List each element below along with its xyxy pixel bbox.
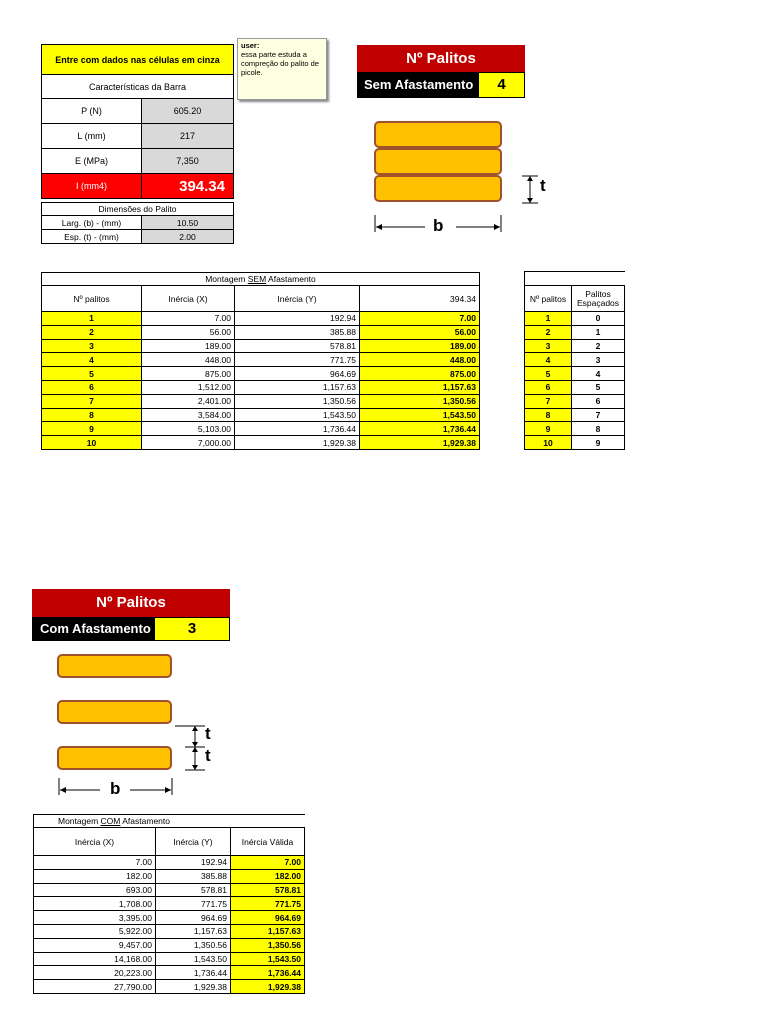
com-cell-x: 693.00 [34, 883, 156, 897]
sem-cell-min: 875.00 [360, 367, 480, 381]
sem-count-text: 4 [497, 76, 506, 93]
sem-cell-min: 1,350.56 [360, 394, 480, 408]
com-cell-valid: 182.00 [231, 869, 305, 883]
com-cell-x: 14,168.00 [34, 952, 156, 966]
sem-cell-y: 1,157.63 [235, 380, 360, 394]
com-cell-x: 1,708.00 [34, 897, 156, 911]
sem-cell-x: 7.00 [142, 312, 235, 326]
instruction-cell: Entre com dados nas células em cinza [42, 45, 234, 75]
sem-cell-min: 448.00 [360, 353, 480, 367]
sem-cell-min: 1,736.44 [360, 422, 480, 436]
inertia-label: I (mm4) [42, 174, 142, 199]
sem-table-row [42, 394, 480, 408]
sem-cell-x: 56.00 [142, 325, 235, 339]
comment-text: essa parte estuda a compreção do palito de picole. [241, 50, 319, 77]
com-col-x: Inércia (X) [34, 828, 156, 856]
sem-cell-min: 1,929.38 [360, 436, 480, 450]
sem-cell-y: 964.69 [235, 367, 360, 381]
com-title [32, 589, 230, 617]
sem-subtitle [357, 72, 478, 98]
com-cell-x: 20,223.00 [34, 966, 156, 980]
sem-table-row [42, 422, 480, 436]
sem-t-label: t [540, 176, 546, 195]
sem-col-x: Inércia (X) [142, 286, 235, 312]
l-value[interactable]: 217 [142, 124, 234, 149]
char-header: Características da Barra [42, 75, 234, 99]
spaced-cell-esp: 9 [572, 436, 625, 450]
com-count-text: 3 [187, 620, 197, 637]
l-label: L (mm) [42, 124, 142, 149]
sem-table-caption [42, 273, 480, 286]
sem-table-row [42, 353, 480, 367]
com-cell-y: 771.75 [156, 897, 231, 911]
sem-table-row [42, 408, 480, 422]
com-cell-x: 3,395.00 [34, 911, 156, 925]
sem-cell-y: 578.81 [235, 339, 360, 353]
dims-table [41, 202, 234, 244]
sem-stick-1 [374, 121, 502, 148]
com-caption-pre: Montagem [58, 816, 101, 826]
sem-cell-n: 7 [42, 394, 142, 408]
com-cell-x: 27,790.00 [34, 980, 156, 994]
sem-count-value[interactable] [478, 72, 525, 98]
com-cell-valid: 1,736.44 [231, 966, 305, 980]
com-table-row [34, 869, 305, 883]
com-cell-valid: 1,350.56 [231, 938, 305, 952]
com-cell-valid: 771.75 [231, 897, 305, 911]
spaced-cell-n: 6 [525, 380, 572, 394]
sem-cell-n: 10 [42, 436, 142, 450]
com-cell-y: 1,350.56 [156, 938, 231, 952]
width-value[interactable]: 10.50 [142, 216, 234, 230]
sem-subtitle-text: Sem Afastamento [364, 77, 474, 92]
sem-table [41, 272, 480, 450]
com-caption-em: COM [100, 816, 121, 826]
sem-cell-min: 56.00 [360, 325, 480, 339]
com-col-y: Inércia (Y) [156, 828, 231, 856]
spaced-cell-n: 8 [525, 408, 572, 422]
sem-cell-y: 1,543.50 [235, 408, 360, 422]
spaced-table-row [525, 422, 625, 436]
spaced-cell-n: 1 [525, 312, 572, 326]
sem-cell-n: 4 [42, 353, 142, 367]
com-cell-valid: 7.00 [231, 856, 305, 870]
com-table-row [34, 856, 305, 870]
spaced-cell-esp: 7 [572, 408, 625, 422]
sem-caption-post: Afastamento [266, 274, 316, 284]
spaced-cell-esp: 5 [572, 380, 625, 394]
com-cell-y: 385.88 [156, 869, 231, 883]
inertia-value: 394.34 [142, 174, 234, 199]
com-cell-y: 964.69 [156, 911, 231, 925]
thick-value[interactable]: 2.00 [142, 230, 234, 244]
com-b-label: b [110, 779, 121, 798]
sem-cell-y: 1,736.44 [235, 422, 360, 436]
sem-cell-y: 385.88 [235, 325, 360, 339]
spaced-cell-esp: 0 [572, 312, 625, 326]
e-value[interactable]: 7,350 [142, 149, 234, 174]
sem-table-row [42, 325, 480, 339]
sem-cell-y: 771.75 [235, 353, 360, 367]
sem-dimension-lines [370, 170, 550, 240]
sem-cell-n: 9 [42, 422, 142, 436]
com-cell-y: 192.94 [156, 856, 231, 870]
sem-cell-min: 1,157.63 [360, 380, 480, 394]
com-cell-y: 1,157.63 [156, 924, 231, 938]
spaced-cell-n: 4 [525, 353, 572, 367]
com-table [33, 814, 305, 994]
com-cell-y: 578.81 [156, 883, 231, 897]
sem-cell-y: 1,350.56 [235, 394, 360, 408]
comment-author: user: [241, 41, 260, 50]
dims-header: Dimensões do Palito [42, 203, 234, 216]
spaced-table-row [525, 408, 625, 422]
sem-title-text: Nº Palitos [406, 50, 476, 67]
spaced-cell-n: 5 [525, 367, 572, 381]
spaced-cell-n: 10 [525, 436, 572, 450]
thick-label: Esp. (t) - (mm) [42, 230, 142, 244]
sem-cell-min: 1,543.50 [360, 408, 480, 422]
com-cell-x: 9,457.00 [34, 938, 156, 952]
com-title-text: Nº Palitos [96, 594, 166, 611]
com-cell-y: 1,736.44 [156, 966, 231, 980]
sem-cell-n: 1 [42, 312, 142, 326]
com-subtitle [32, 617, 154, 641]
spaced-cell-esp: 8 [572, 422, 625, 436]
com-cell-valid: 1,929.38 [231, 980, 305, 994]
com-cell-y: 1,929.38 [156, 980, 231, 994]
sem-col-n: Nº palitos [42, 286, 142, 312]
sem-table-row [42, 367, 480, 381]
sem-cell-min: 189.00 [360, 339, 480, 353]
com-table-row [34, 980, 305, 994]
sem-col-y: Inércia (Y) [235, 286, 360, 312]
spaced-table [524, 271, 625, 450]
spaced-cell-esp: 2 [572, 339, 625, 353]
spaced-table-row [525, 339, 625, 353]
spaced-cell-n: 9 [525, 422, 572, 436]
sem-title [357, 45, 525, 72]
spaced-col-esp: Palitos Espaçados [572, 286, 625, 312]
sem-table-row [42, 339, 480, 353]
sem-b-label: b [433, 216, 444, 235]
sem-col-min: 394.34 [360, 286, 480, 312]
com-t-label-1: t [205, 724, 211, 743]
sem-cell-n: 6 [42, 380, 142, 394]
input-table [41, 44, 234, 199]
com-table-row [34, 911, 305, 925]
spaced-table-row [525, 312, 625, 326]
sem-cell-x: 189.00 [142, 339, 235, 353]
sem-cell-x: 448.00 [142, 353, 235, 367]
p-label: P (N) [42, 99, 142, 124]
spaced-table-row [525, 436, 625, 450]
spaced-cell-esp: 3 [572, 353, 625, 367]
sem-cell-x: 3,584.00 [142, 408, 235, 422]
sem-cell-y: 1,929.38 [235, 436, 360, 450]
com-table-caption [34, 815, 305, 828]
com-cell-valid: 964.69 [231, 911, 305, 925]
sem-cell-n: 8 [42, 408, 142, 422]
comment-note [237, 38, 327, 100]
spaced-table-row [525, 367, 625, 381]
spaced-cell-esp: 1 [572, 325, 625, 339]
com-table-row [34, 883, 305, 897]
com-caption-post: Afastamento [120, 816, 170, 826]
com-cell-valid: 1,157.63 [231, 924, 305, 938]
spaced-cell-n: 2 [525, 325, 572, 339]
sem-cell-n: 2 [42, 325, 142, 339]
sem-table-row [42, 436, 480, 450]
width-label: Larg. (b) - (mm) [42, 216, 142, 230]
com-table-row [34, 952, 305, 966]
sem-cell-n: 5 [42, 367, 142, 381]
com-col-valid: Inércia Válida [231, 828, 305, 856]
sem-caption-em: SEM [247, 274, 267, 284]
com-t-label-2: t [205, 746, 211, 765]
com-count-value[interactable] [154, 617, 230, 641]
spaced-cell-esp: 6 [572, 394, 625, 408]
sem-cell-min: 7.00 [360, 312, 480, 326]
com-cell-x: 5,922.00 [34, 924, 156, 938]
com-cell-valid: 578.81 [231, 883, 305, 897]
com-stick-1 [57, 654, 172, 678]
com-subtitle-text: Com Afastamento [40, 621, 151, 636]
sem-table-row [42, 380, 480, 394]
com-dimension-lines [55, 720, 215, 800]
sem-cell-y: 192.94 [235, 312, 360, 326]
com-cell-x: 182.00 [34, 869, 156, 883]
spaced-cell-esp: 4 [572, 367, 625, 381]
sem-caption-pre: Montagem [205, 274, 248, 284]
com-table-row [34, 938, 305, 952]
com-table-row [34, 966, 305, 980]
spaced-table-row [525, 325, 625, 339]
sem-table-row [42, 312, 480, 326]
sem-cell-n: 3 [42, 339, 142, 353]
sem-cell-x: 7,000.00 [142, 436, 235, 450]
spaced-cell-n: 7 [525, 394, 572, 408]
sem-cell-x: 5,103.00 [142, 422, 235, 436]
spaced-col-n: Nº palitos [525, 286, 572, 312]
spaced-table-row [525, 353, 625, 367]
com-cell-x: 7.00 [34, 856, 156, 870]
sem-cell-x: 875.00 [142, 367, 235, 381]
spaced-cell-n: 3 [525, 339, 572, 353]
sem-cell-x: 2,401.00 [142, 394, 235, 408]
com-cell-y: 1,543.50 [156, 952, 231, 966]
e-label: E (MPa) [42, 149, 142, 174]
com-table-row [34, 924, 305, 938]
spaced-table-row [525, 380, 625, 394]
spaced-top-blank [525, 272, 625, 286]
sem-cell-x: 1,512.00 [142, 380, 235, 394]
com-table-row [34, 897, 305, 911]
com-cell-valid: 1,543.50 [231, 952, 305, 966]
spaced-table-row [525, 394, 625, 408]
p-value[interactable]: 605.20 [142, 99, 234, 124]
